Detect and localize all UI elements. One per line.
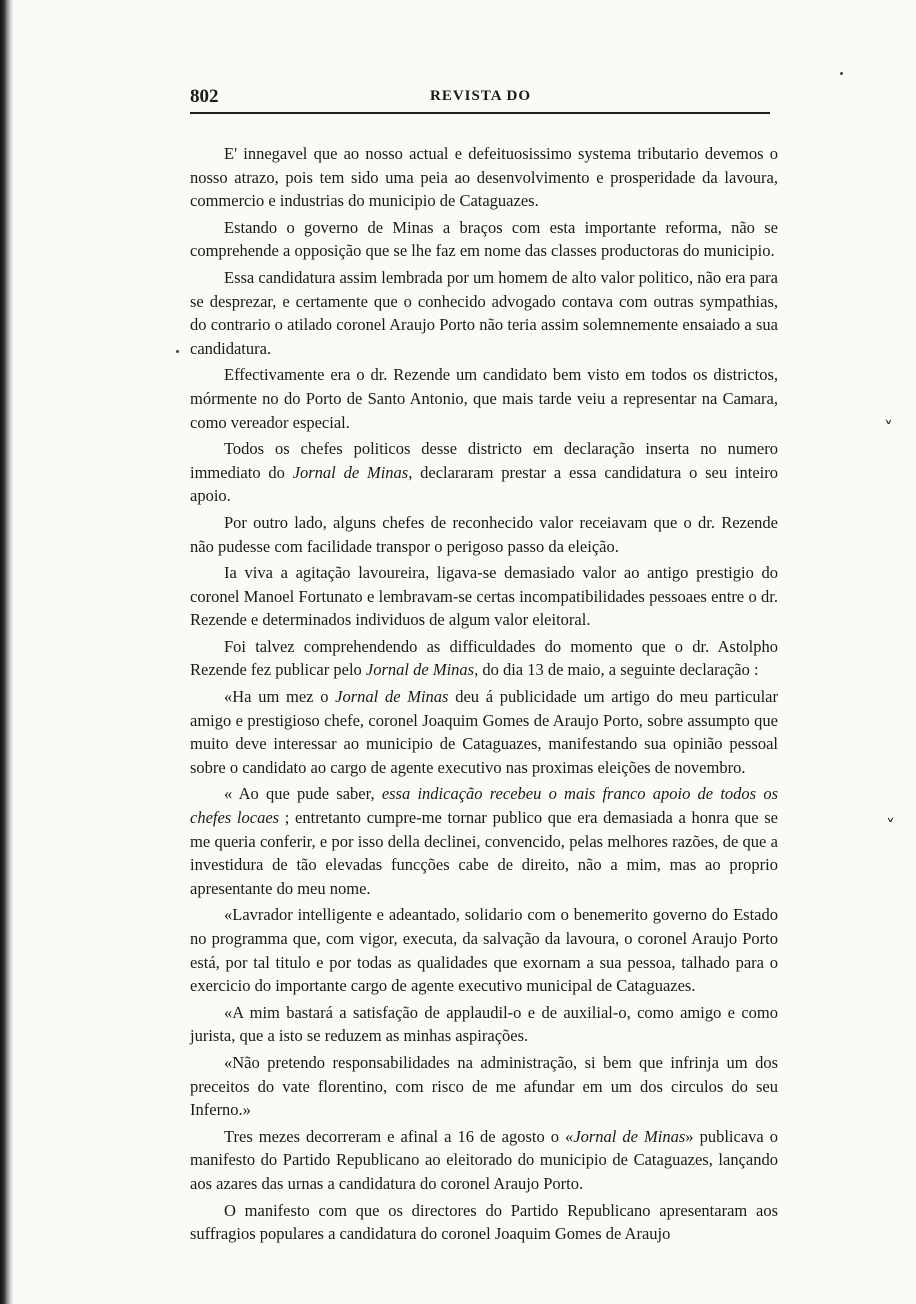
paragraph: Tres mezes decorreram e afinal a 16 de agosto o «Jornal de Minas» publicava o manifesto do Partido Republicano ao eleitorado do municipio de Cataguazes, lançando aos azares das urnas a candidatura do coronel Araujo Porto. (190, 1126, 779, 1193)
body-text (190, 142, 778, 1249)
paragraph: Por outro lado, alguns chefes de reconhecido valor receiavam que o dr. Rezende não pudesse com facilidade transpor o perigoso passo da eleição. (190, 512, 778, 556)
paragraph: «Lavrador intelligente e adeantado, solidario com o benemerito governo do Estado no programma que, com vigor, executa, da salvação da lavoura, o coronel Araujo Porto está, por tal titulo e por todas as qualidades que exornam a sua pessoa, talhado para o exercicio do importante cargo de agente executivo municipal de Cataguazes. (190, 905, 778, 996)
italic-text: essa indicação recebeu o mais franco apoio de todos os chefes locaes (190, 784, 778, 828)
italic-text: Jornal de Minas (573, 1126, 686, 1146)
paragraph: Effectivamente era o dr. Rezende um candidato bem visto em todos os districtos, mórmente no do Porto de Santo Antonio, que mais tarde veiu a representar na Camara, como vereador especial. (190, 365, 778, 432)
paragraph: « Ao que pude saber, essa indicação recebeu o mais franco apoio de todos os chefes locaes ; entretanto cumpre-me tornar publico que era demasiada a honra que se me queria conferir, e por isso della declinei, convencido, pelas melhores razões, de que a investidura de tão elevadas funcções cabe de direito, não a mim, mas ao proprio apresentante do meu nome. (190, 784, 778, 898)
specks (176, 350, 179, 353)
specks (840, 72, 843, 75)
page-header (190, 86, 770, 108)
margin-mark: ˅ (884, 418, 893, 439)
italic-text: Jornal de Minas (292, 462, 409, 482)
header-rule (190, 112, 770, 114)
paragraph: «Não pretendo responsabilidades na administração, si bem que infrinja um dos preceitos do vate florentino, com risco de me afundar em um dos circulos do seu Inferno.» (190, 1052, 778, 1120)
running-title: REVISTA DO (430, 88, 531, 104)
paragraph: E' innegavel que ao nosso actual e defeituosissimo systema tributario devemos o nosso atrazo, pois tem sido uma peia ao desenvolvimento e prosperidade da lavoura, commercio e industrias do municipio de Cataguazes. (190, 144, 778, 211)
page-number: 802 (190, 86, 219, 107)
paragraph: Essa candidatura assim lembrada por um homem de alto valor politico, não era para se desprezar, e certamente que o conhecido advogado contava com outras sympathias, do contrario o atilado coronel Araujo Porto não teria assim solemnemente ensaiado a sua candidatura. (190, 267, 778, 358)
paragraph: Foi talvez comprehendendo as difficuldades do momento que o dr. Astolpho Rezende fez publicar pelo Jornal de Minas, do dia 13 de maio, a seguinte declaração : (190, 636, 778, 680)
italic-text: Jornal de Minas (335, 687, 449, 707)
paragraph: O manifesto com que os directores do Partido Republicano apresentaram aos suffragios populares a candidatura do coronel Joaquim Gomes de Araujo (190, 1200, 778, 1244)
paragraph: «Ha um mez o Jornal de Minas deu á publicidade um artigo do meu particular amigo e prestigioso chefe, coronel Joaquim Gomes de Araujo Porto, sobre assumpto que muito deve interessar ao municipio de Cataguazes, manifestando sua opinião pessoal sobre o candidato ao cargo de agente executivo nas proximas eleições de novembro. (190, 687, 778, 777)
page-binding-edge (0, 0, 14, 1304)
paragraph: Ia viva a agitação lavoureira, ligava-se demasiado valor ao antigo prestigio do coronel Manoel Fortunato e lembravam-se certas incompatibilidades pessoaes entre o dr. Rezende e determinados individuos de algum valor eleitoral. (190, 563, 778, 630)
paragraph: Todos os chefes politicos desse districto em declaração inserta no numero immediato do Jornal de Minas, declararam prestar a essa candidatura o seu inteiro apoio. (190, 439, 778, 506)
paragraph: Estando o governo de Minas a braços com esta importante reforma, não se comprehende a opposição que se lhe faz em nome das classes productoras do municipio. (190, 217, 778, 261)
margin-mark: ˅ (886, 816, 895, 837)
paragraph: «A mim bastará a satisfação de applaudil-o e de auxilial-o, como amigo e como jurista, que a isto se reduzem as minhas aspirações. (190, 1002, 778, 1046)
italic-text: Jornal de Minas (365, 660, 475, 680)
